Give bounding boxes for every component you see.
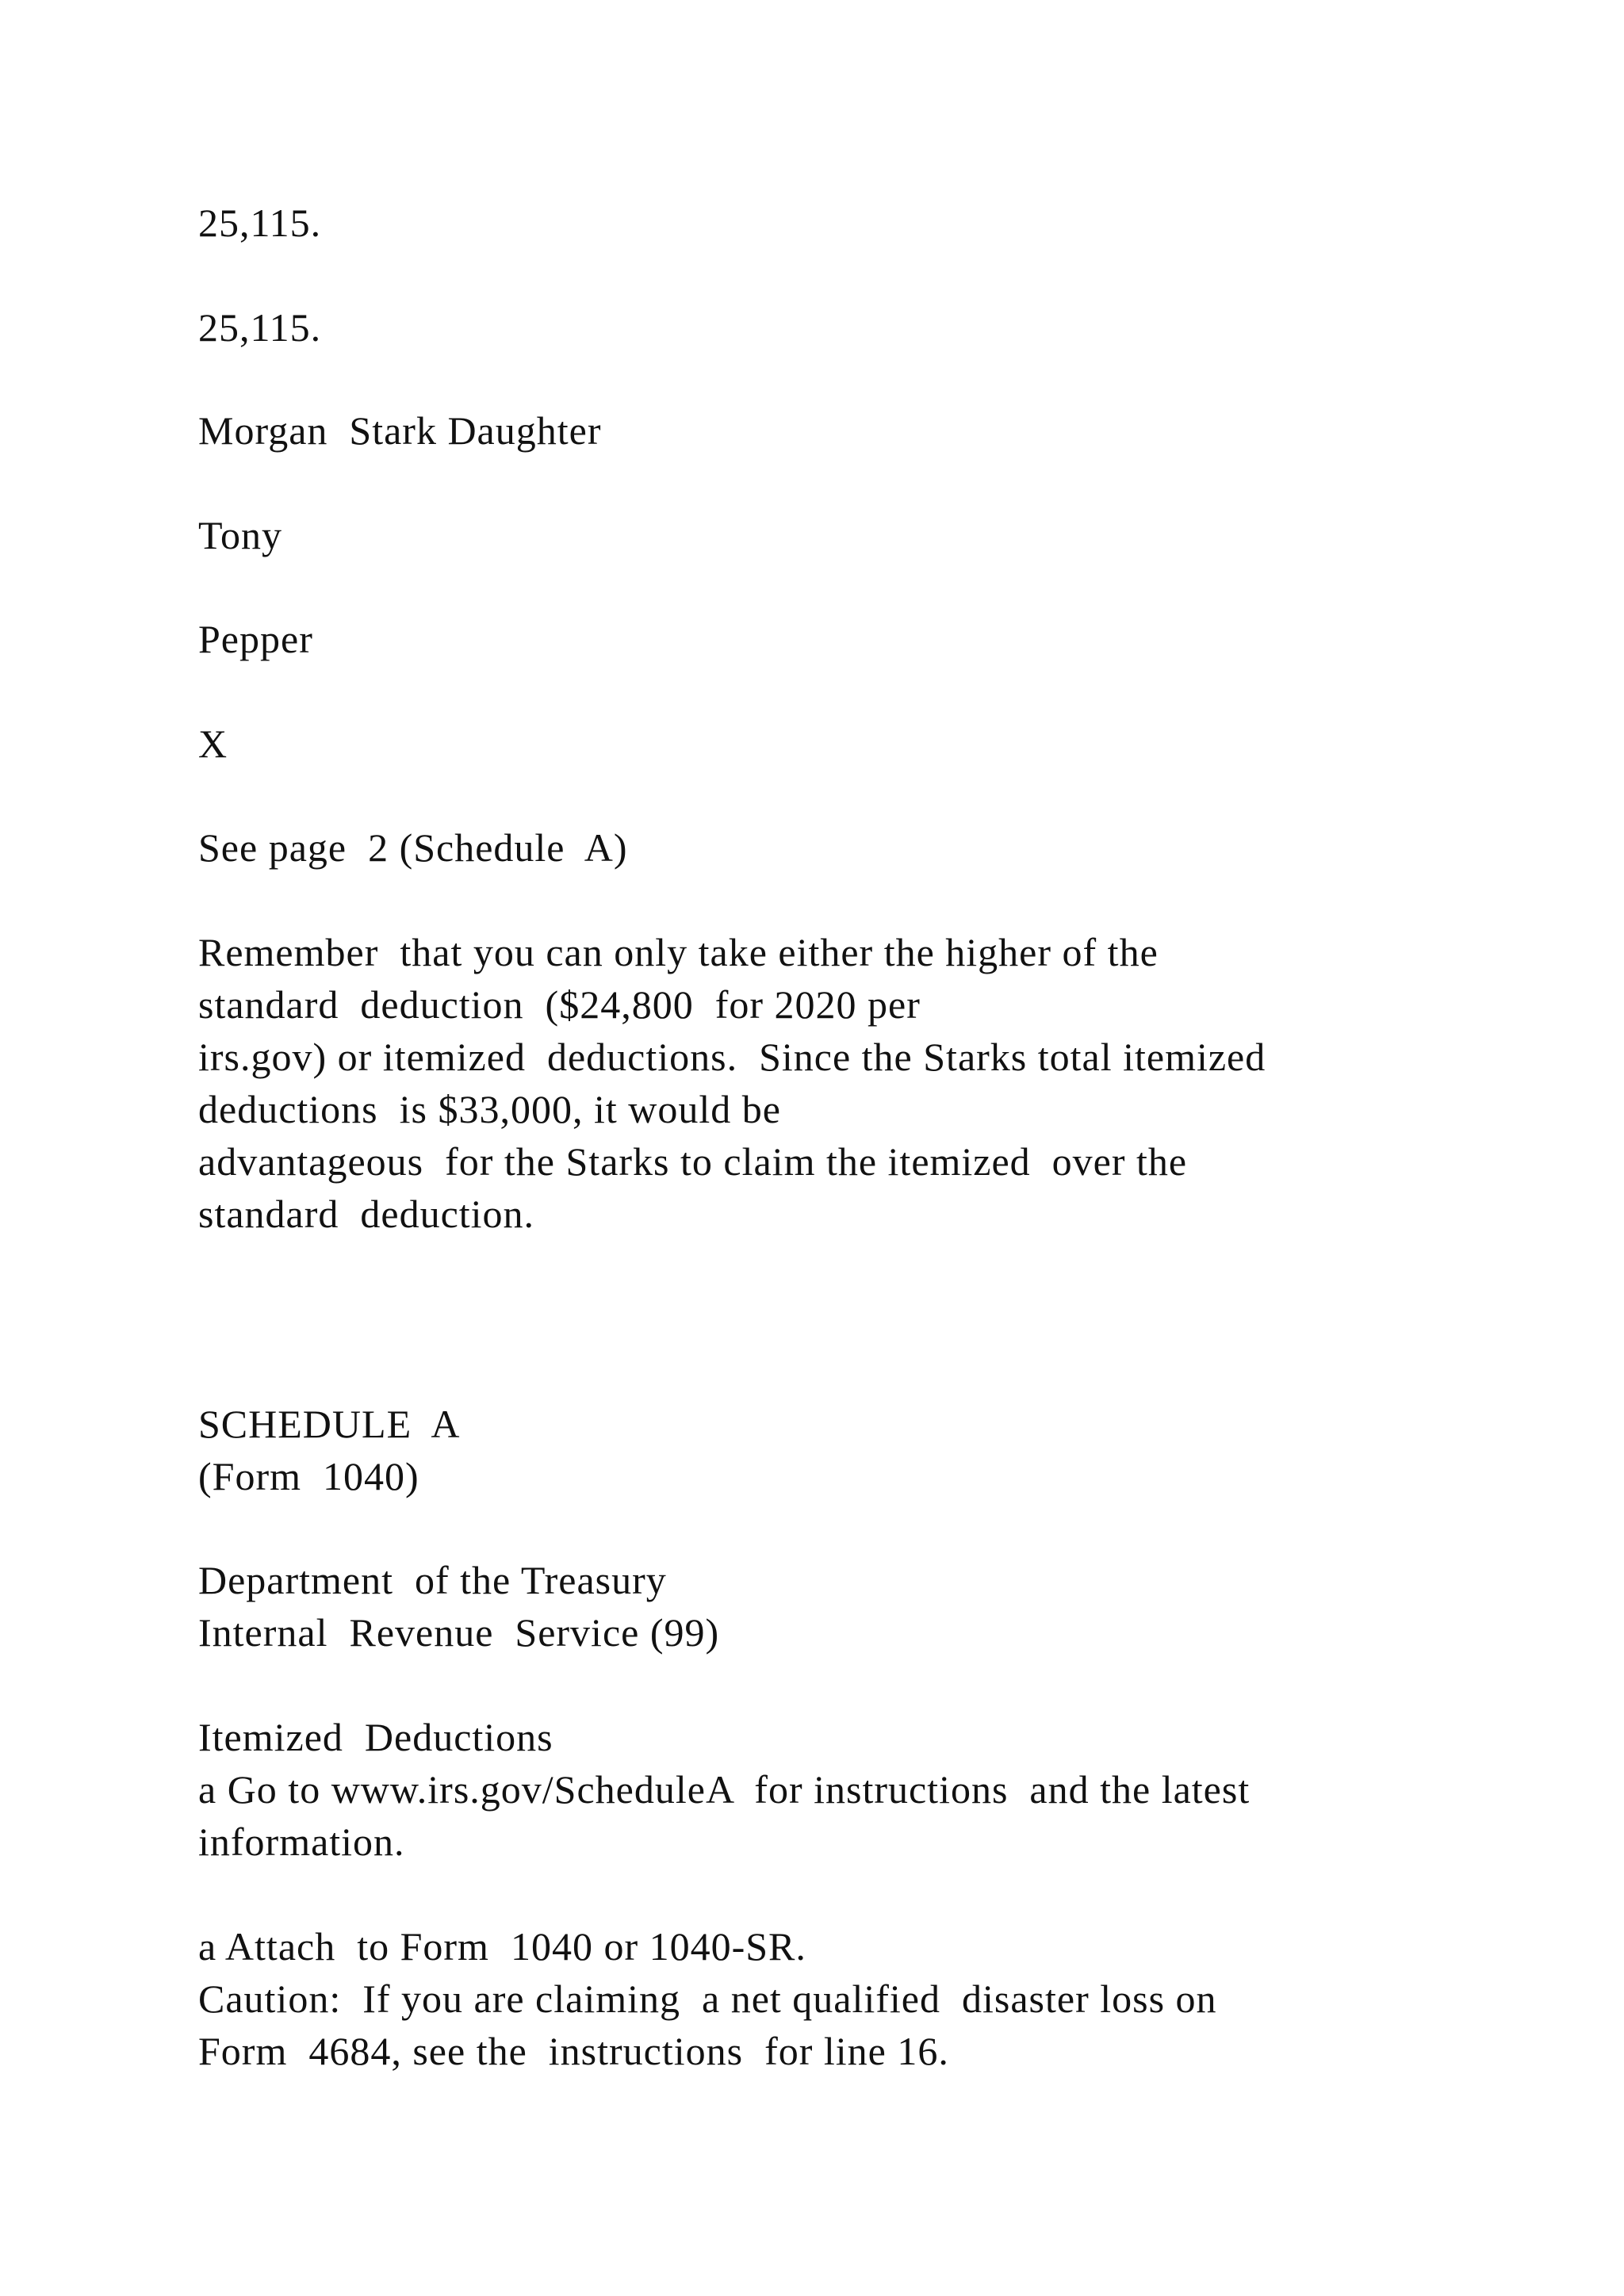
checkbox-mark: X (198, 721, 228, 766)
schedule-form: (Form 1040) (198, 1454, 419, 1498)
note-line-2: standard deduction ($24,800 for 2020 per (198, 982, 921, 1027)
name-line-tony: Tony (198, 513, 283, 557)
see-page-note: See page 2 (Schedule A) (198, 825, 628, 870)
note-line-6: standard deduction. (198, 1192, 535, 1236)
dependent-line: Morgan Stark Daughter (198, 408, 602, 453)
caution-line-1: Caution: If you are claiming a net qualified disaster loss on (198, 1976, 1217, 2021)
department-line: Department of the Treasury (198, 1558, 667, 1602)
instructions-line-2: information. (198, 1820, 405, 1864)
amount-line-1: 25,115. (198, 201, 322, 245)
itemized-heading: Itemized Deductions (198, 1715, 553, 1759)
attach-line: a Attach to Form 1040 or 1040-SR. (198, 1924, 806, 1969)
note-line-1: Remember that you can only take either the higher of the (198, 930, 1159, 974)
service-line: Internal Revenue Service (99) (198, 1610, 720, 1655)
instructions-line-1: a Go to www.irs.gov/ScheduleA for instructions and the latest (198, 1767, 1251, 1812)
caution-line-2: Form 4684, see the instructions for line 16. (198, 2029, 949, 2073)
schedule-title: SCHEDULE A (198, 1402, 461, 1446)
note-line-3: irs.gov) or itemized deductions. Since the Starks total itemized (198, 1035, 1266, 1079)
amount-line-2: 25,115. (198, 305, 322, 350)
note-line-4: deductions is $33,000, it would be (198, 1087, 781, 1131)
note-line-5: advantageous for the Starks to claim the itemized over the (198, 1139, 1188, 1184)
name-line-pepper: Pepper (198, 617, 313, 661)
